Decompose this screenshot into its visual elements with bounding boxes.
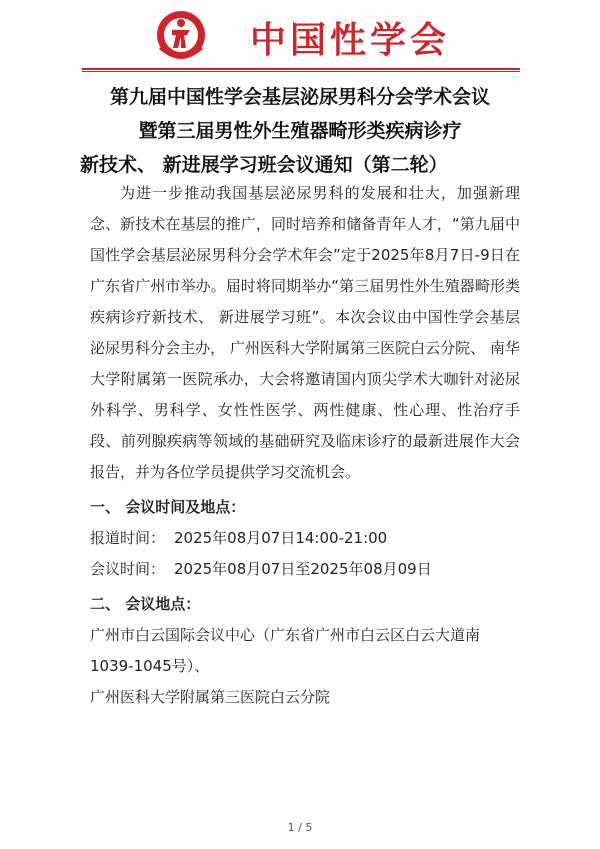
checkin-value: 2025年08月07日14:00-21:00 xyxy=(174,529,388,547)
intro-paragraph: 为进一步推动我国基层泌尿男科的发展和壮大，加强新理念、新技术在基层的推广，同时培养和储备青年人才，“第九届中国性学会基层泌尿男科分会学术年会”定于2025年8月7日-9日在广东省广州市举办。届时将同期举办“第三届男性外生殖器畸形类疾病诊疗新技术、 新进展学习班”。本次会议由中国性学会基层泌尿男科分会主办， 广州医科大学附属第三医院白云分院、 南华大学附属第一医院承办，大会将邀请国内顶尖学术大咖针对泌尿外科学、男科学、女性性医学、两性健康、性心理、性治疗手段、前列腺疾病等领域的基础研究及临床诊疗的最新进展作大会报告，并为各位学员提供学习交流机会。 xyxy=(90,184,520,481)
section-1-heading: 一、 会议时间及地点： xyxy=(90,498,246,516)
checkin-label: 报道时间： xyxy=(90,529,166,547)
checkin-time-row xyxy=(90,523,520,554)
letterhead xyxy=(0,0,600,70)
document-body xyxy=(90,178,520,713)
section-2-heading: 二、 会议地点： xyxy=(90,595,201,613)
meeting-value: 2025年08月07日至2025年08月09日 xyxy=(174,560,432,578)
meeting-label: 会议时间： xyxy=(90,560,166,578)
venue-1: 广州市白云国际会议中心（广东省广州市白云区白云大道南1039-1045号）、 xyxy=(90,626,481,675)
page-number: 1 / 5 xyxy=(287,821,313,834)
csa-logo xyxy=(150,8,212,62)
document-title xyxy=(60,80,540,182)
venue-2: 广州医科大学附属第三医院白云分院 xyxy=(90,688,331,706)
title-line-2: 暨第三届男性外生殖器畸形类疾病诊疗 xyxy=(138,120,462,142)
title-line-1: 第九届中国性学会基层泌尿男科分会学术会议 xyxy=(109,86,490,108)
header-divider xyxy=(82,68,520,72)
meeting-time-row xyxy=(90,554,520,585)
org-name: 中国性学会 xyxy=(250,19,451,61)
title-line-3: 新技术、 新进展学习班会议通知（第二轮） xyxy=(80,154,448,176)
